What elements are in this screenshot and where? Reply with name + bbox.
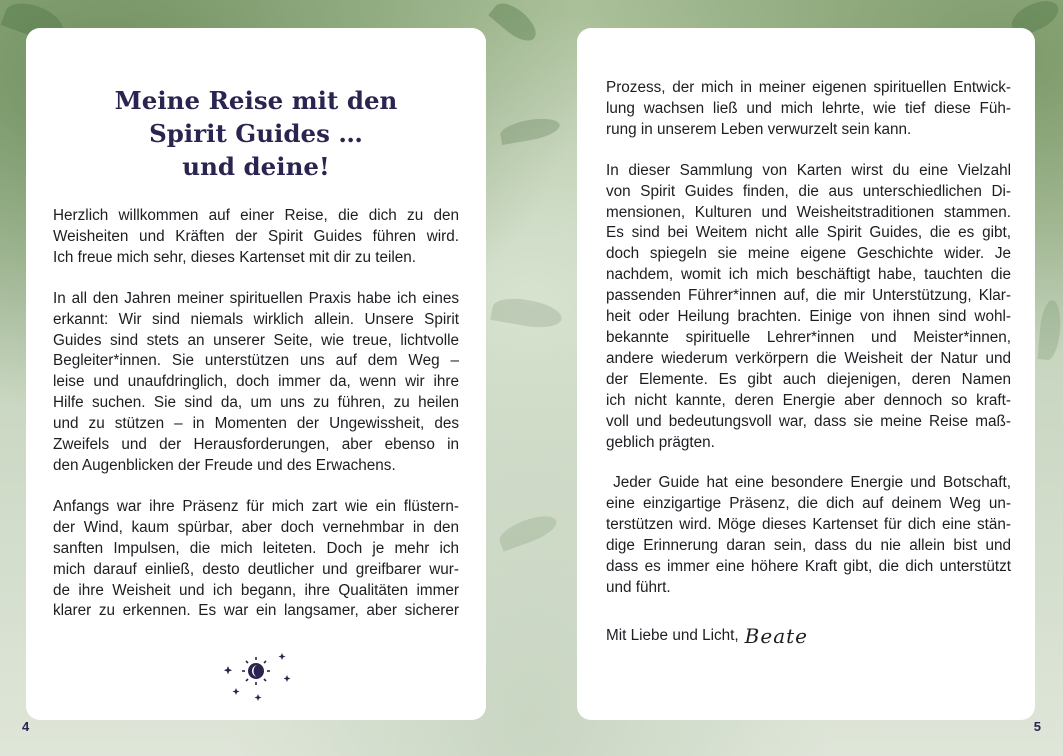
text-line: Zweifels und der Herausforderungen, aber ebenso in <box>53 436 459 454</box>
text-line: terstützen wird. Möge dieses Kartenset für dich eine stän- <box>606 516 1011 534</box>
text-line: dige Erinnerung daran sein, dass du nie allein bist und <box>606 537 1011 555</box>
left-body-text <box>53 206 459 642</box>
page-number-right: 5 <box>1033 719 1041 734</box>
text-line: dass es immer eine höhere Kraft gibt, die dich unterstützt <box>606 558 1011 576</box>
text-line: eine einzigartige Präsenz, die dich auf deinem Weg un- <box>606 495 1011 513</box>
signoff <box>606 624 808 648</box>
page-number-left: 4 <box>22 719 30 734</box>
text-line: voll und bedeutungsvoll war, dass sie meine Reise maß- <box>606 412 1011 430</box>
text-line: ich nicht kannte, deren Energie aber dennoch so kraft- <box>606 391 1011 409</box>
text-line: bekannte spirituelle Lehrer*innen und Meister*innen, <box>606 328 1011 346</box>
text-line: Guides sind stets an unserer Seite, wie treue, lichtvolle <box>53 331 459 349</box>
paragraph-guide <box>606 473 1011 598</box>
text-line: und führt. <box>606 578 671 596</box>
text-line: erkannt: Wir sind niemals wirklich allein. Unsere Spirit <box>53 310 459 328</box>
paragraph-practice <box>53 289 459 477</box>
title-line: Meine Reise mit den <box>114 86 398 115</box>
text-line: Herzlich willkommen auf einer Reise, die dich zu den <box>53 207 459 224</box>
right-body-text <box>606 78 1011 619</box>
text-line: andere wiederum verkörpern die Weisheit der Natur und <box>606 349 1011 367</box>
text-line: und zu stützen – in Momenten der Ungewissheit, des <box>53 415 459 433</box>
left-page-card <box>26 28 486 720</box>
text-line: Anfangs war ihre Präsenz für mich zart wie ein flüstern- <box>53 497 459 515</box>
text-line: Jeder Guide hat eine besondere Energie und Botschaft, <box>606 474 1011 492</box>
text-line: mich darauf einließ, desto deutlicher und greifbarer wur- <box>53 560 459 578</box>
text-line: den Augenblicken der Freude und des Erwachens. <box>53 456 396 474</box>
text-line: von Spirit Guides finden, die aus unterschiedlichen Di- <box>606 182 1011 200</box>
title-line: Spirit Guides … <box>149 119 363 148</box>
text-line: Weisheiten und Kräften der Spirit Guides führen wird. <box>53 227 459 245</box>
text-line: klarer zu erkennen. Es war ein langsamer, aber sicherer <box>53 602 459 620</box>
text-line: Es sind bei Weitem nicht alle Spirit Guides, die es gibt, <box>606 224 1011 242</box>
signoff-text: Mit Liebe und Licht, <box>606 627 739 644</box>
right-page-card <box>577 28 1035 720</box>
text-line: nachdem, womit ich mich beschäftigt habe, tauchten die <box>606 266 1011 284</box>
text-line: heit oder Heilung brachten. Einige von ihnen sind wohl- <box>606 308 1011 326</box>
paragraph-collection <box>606 161 1011 454</box>
text-line: der Wind, kaum spürbar, aber doch vernehmbar in den <box>53 518 459 536</box>
text-line: de ihre Weisheit und ich begann, ihre Qualitäten immer <box>53 581 459 599</box>
text-line: doch spiegeln sie meine eigene Geschichte wider. Je <box>606 245 1011 263</box>
text-line: Prozess, der mich in meiner eigenen spirituellen Entwick- <box>606 79 1011 96</box>
text-line: geblich prägten. <box>606 433 715 451</box>
signature: Beate <box>744 624 808 648</box>
text-line: rung in unserem Leben verwurzelt sein kann. <box>606 120 912 138</box>
text-line: Ich freue mich sehr, dieses Kartenset mit dir zu teilen. <box>53 248 417 266</box>
paragraph-welcome <box>53 206 459 269</box>
text-line: der Elemente. Es gibt auch diejenigen, deren Namen <box>606 370 1011 388</box>
text-line: In all den Jahren meiner spirituellen Praxis habe ich eines <box>53 289 459 307</box>
title-line: und deine! <box>182 152 330 181</box>
paragraph-process <box>606 78 1011 141</box>
page-title <box>26 84 486 183</box>
text-line: leise und unaufdringlich, doch immer da, wenn wir ihre <box>53 373 459 391</box>
text-line: In dieser Sammlung von Karten wirst du eine Vielzahl <box>606 161 1011 179</box>
text-line: mensionen, Kulturen und Weisheitstraditionen stammen. <box>606 203 1011 221</box>
text-line: passenden Führer*innen auf, die mir Unterstützung, Klar- <box>606 287 1011 305</box>
text-line: Begleiter*innen. Sie unterstützen uns auf dem Weg – <box>53 352 459 370</box>
text-line: Hilfe suchen. Sie sind da, um uns zu führen, zu heilen <box>53 394 459 412</box>
paragraph-beginning <box>53 497 459 622</box>
text-line: sanften Impulsen, die mich leiteten. Doch je mehr ich <box>53 539 459 557</box>
text-line: lung wachsen ließ und mich lehrte, wie tief diese Füh- <box>606 99 1011 117</box>
sun-moon-stars-icon <box>218 644 294 706</box>
